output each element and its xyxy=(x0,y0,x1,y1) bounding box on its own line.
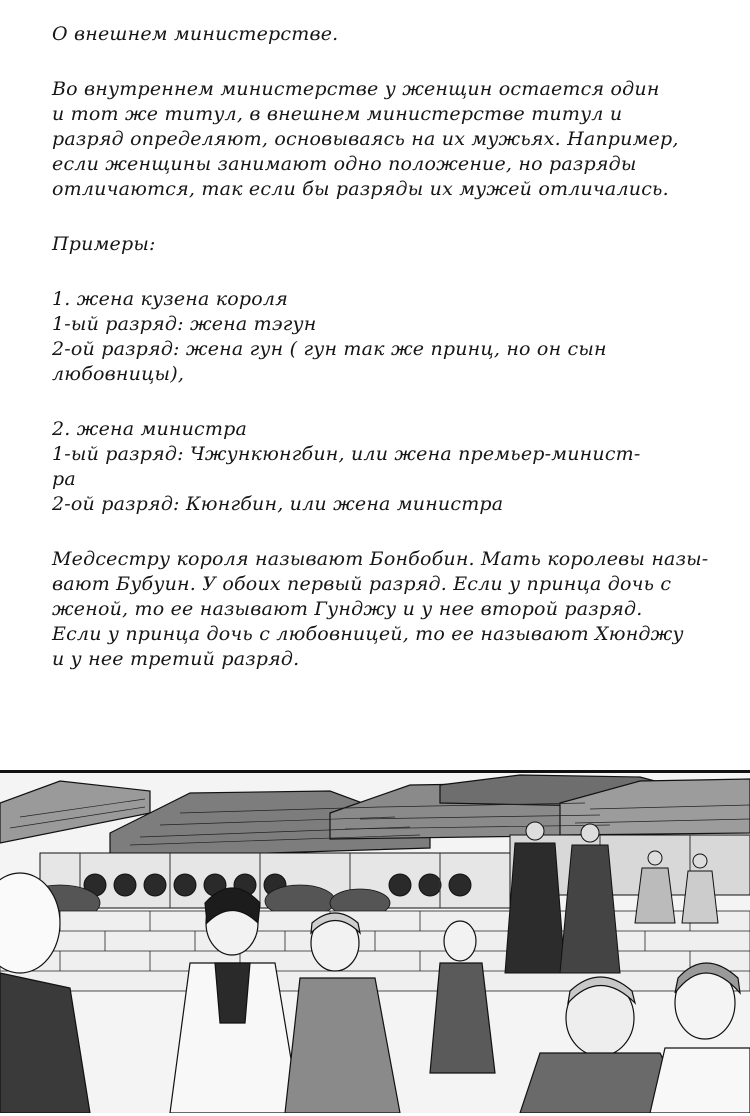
paragraph1-line: Во внутреннем министерстве у женщин остается один xyxy=(52,78,660,100)
paragraph2-line: Если у принца дочь с любовницей, то ее называют Хюнджу xyxy=(52,623,684,645)
palace-illustration xyxy=(0,770,750,1116)
translation-note xyxy=(52,22,712,672)
paragraph1-line: отличаются, так если бы разряды их мужей отличались. xyxy=(52,178,669,200)
paragraph2-line: вают Бубуин. У обоих первый разряд. Если у принца дочь с xyxy=(52,573,672,595)
paragraph2-line: женой, то ее называют Гунджу и у нее второй разряд. xyxy=(52,598,643,620)
paragraph2-line: и у нее третий разряд. xyxy=(52,648,300,670)
example2-line: 1-ый разряд: Чжункюнгбин, или жена премьер-минист- xyxy=(52,443,641,465)
example2-line: 2-ой разряд: Кюнгбин, или жена министра xyxy=(52,493,504,515)
palace-scene-svg xyxy=(0,773,750,1113)
paragraph1-line: и тот же титул, в внешнем министерстве титул и xyxy=(52,103,623,125)
example1-line: 1-ый разряд: жена тэгун xyxy=(52,313,317,335)
example1-line: 1. жена кузена короля xyxy=(52,288,289,310)
example1-line: 2-ой разряд: жена гун ( гун так же принц, но он сын xyxy=(52,338,607,360)
paragraph1-line: если женщины занимают одно положение, но разряды xyxy=(52,153,637,175)
paragraph1-line: разряд определяют, основываясь на их мужьях. Например, xyxy=(52,128,679,150)
example1-line: любовницы), xyxy=(52,363,185,385)
paragraph2-line: Медсестру короля называют Бонбобин. Мать королевы назы- xyxy=(52,548,709,570)
example2-line: ра xyxy=(52,468,76,490)
note-title: О внешнем министерстве. xyxy=(52,23,339,45)
examples-heading: Примеры: xyxy=(52,233,156,255)
example2-line: 2. жена министра xyxy=(52,418,247,440)
